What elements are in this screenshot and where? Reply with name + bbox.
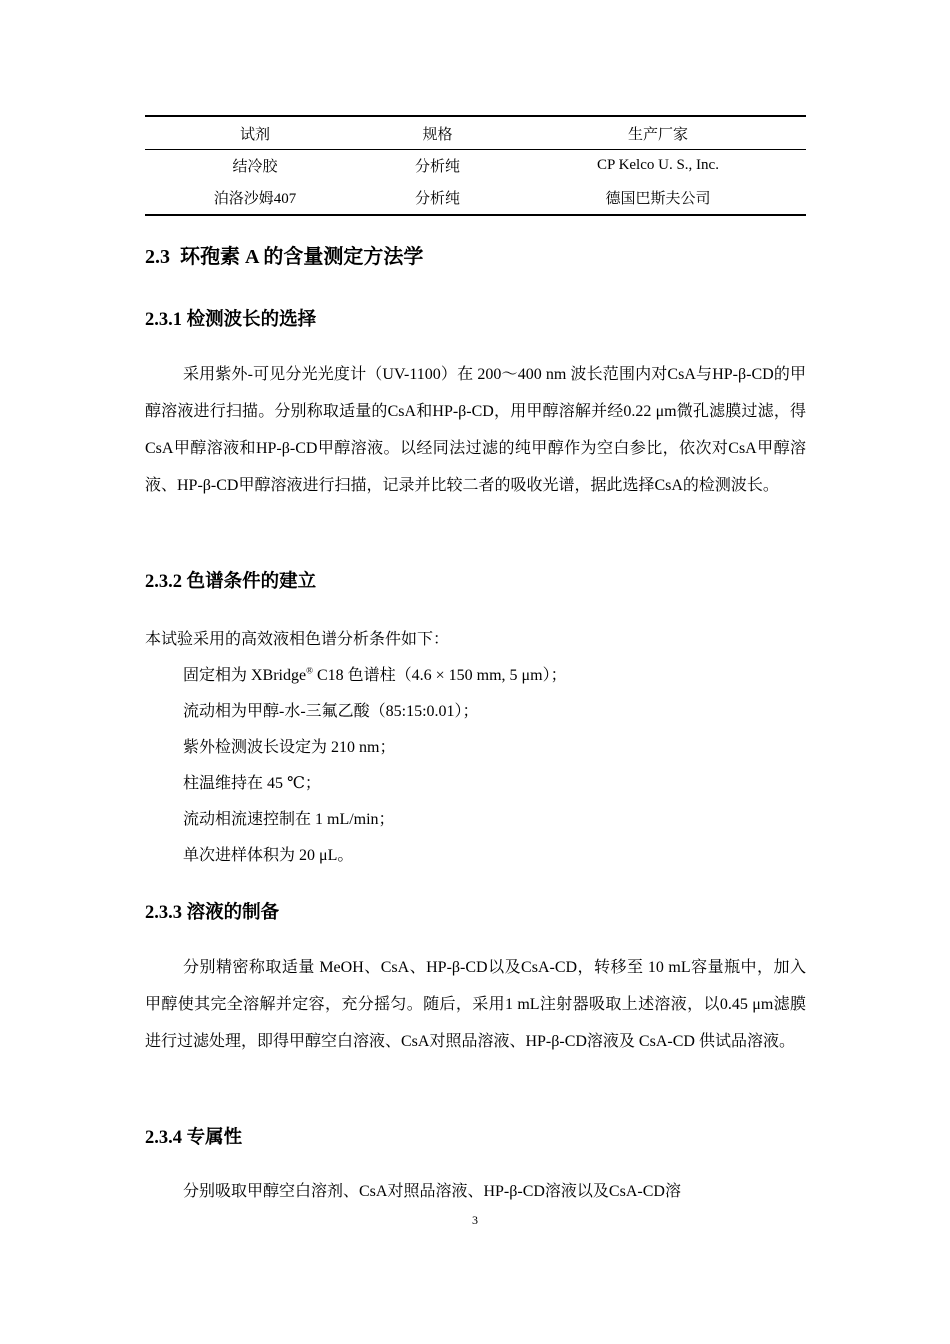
cell-reagent: 泊洛沙姆407	[145, 181, 365, 215]
header-manufacturer: 生产厂家	[510, 116, 806, 150]
page-number: 3	[472, 1213, 478, 1227]
paragraph-solution-prep: 分别精密称取适量 MeOH、CsA、HP-β-CD以及CsA-CD，转移至 10 mL容量瓶中，加入甲醇使其完全溶解并定容，充分摇匀。随后，采用1 mL注射器吸取上述溶液，以0.45 μm滤膜进行过滤处理，即得甲醇空白溶液、CsA对照品溶液、HP-β-CD溶液及 CsA-CD 供试品溶液。	[145, 959, 806, 1050]
hplc-intro: 本试验采用的高效液相色谱分析条件如下：	[145, 631, 450, 648]
stationary-text-rest: C18 色谱柱（4.6 × 150 mm, 5 μm）；	[312, 667, 567, 684]
subsection-heading-2-3-4: 2.3.4 专属性	[145, 1128, 243, 1148]
subsection-heading-2-3-3: 2.3.3 溶液的制备	[145, 903, 280, 923]
condition-wavelength: 紫外检测波长设定为 210 nm；	[183, 739, 396, 756]
stationary-text: 固定相为 XBridge	[183, 667, 307, 684]
table-row	[145, 150, 806, 182]
condition-stationary-phase	[183, 662, 567, 685]
cell-reagent: 结冷胶	[232, 159, 278, 175]
condition-column-temp: 柱温维持在 45 ℃；	[183, 775, 321, 792]
reagent-table	[145, 115, 806, 216]
registered-mark: ®	[306, 665, 313, 676]
condition-mobile-phase: 流动相为甲醇-水-三氟乙酸（85:15:0.01）；	[183, 703, 479, 720]
cell-grade: 分析纯	[414, 159, 460, 175]
section-number: 2.3	[145, 246, 170, 268]
subsection-heading-2-3-1: 2.3.1 检测波长的选择	[145, 310, 317, 330]
table-header-row	[145, 116, 806, 150]
cell-manufacturer: 德国巴斯夫公司	[510, 181, 806, 215]
paragraph-wavelength-selection: 采用紫外-可见分光光度计（UV-1100）在 200～400 nm 波长范围内对CsA与HP-β-CD的甲醇溶液进行扫描。分别称取适量的CsA和HP-β-CD，用甲醇溶解并经0.22 μm微孔滤膜过滤，得CsA甲醇溶液和HP-β-CD甲醇溶液。以经同法过滤的纯甲醇作为空白参比，依次对CsA甲醇溶液、HP-β-CD甲醇溶液进行扫描，记录并比较二者的吸收光谱，据此选择CsA的检测波长。	[145, 366, 806, 494]
subsection-heading-2-3-2: 2.3.2 色谱条件的建立	[145, 572, 317, 592]
section-heading	[145, 240, 423, 269]
section-title: 环孢素 A 的含量测定方法学	[180, 246, 424, 268]
cell-manufacturer: CP Kelco U. S., Inc.	[597, 157, 719, 173]
condition-injection-volume: 单次进样体积为 20 μL。	[183, 847, 354, 864]
cell-grade: 分析纯	[365, 181, 510, 215]
header-grade: 规格	[365, 116, 510, 150]
condition-flow-rate: 流动相流速控制在 1 mL/min；	[183, 811, 395, 828]
table-row	[145, 181, 806, 215]
header-reagent: 试剂	[145, 116, 365, 150]
paragraph-specificity: 分别吸取甲醇空白溶剂、CsA对照品溶液、HP-β-CD溶液以及CsA-CD溶	[183, 1183, 681, 1200]
